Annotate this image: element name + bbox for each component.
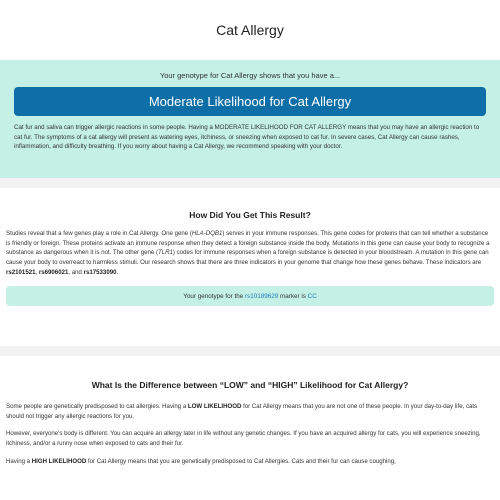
genotype-value: CC [307,292,317,300]
page-title: Cat Allergy [0,0,500,60]
difference-paragraph-2: However, everyone's body is different. You can acquire an allergy later in life without any genetic changes. If you have an acquired allergy for cats, you will experience sneezing, itchiness, and/or a runny nose when exposed to cats and their fur. [6,430,481,447]
result-panel [0,60,500,178]
indicator-rs2101521: rs2101521 [6,268,36,276]
how-heading: How Did You Get This Result? [189,210,311,220]
difference-paragraph-3: Having a HIGH LIKELIHOOD for Cat Allergy means that you are genetically predisposed to Cat Allergies. Cats and their fur can cause coughing, [6,457,396,465]
difference-section [0,356,500,500]
indicator-rs17533090: rs17533090 [83,268,117,276]
result-label-banner: Moderate Likelihood for Cat Allergy [14,87,486,116]
difference-heading: What Is the Difference between “LOW” and “HIGH” Likelihood for Cat Allergy? [91,380,409,390]
gene-tlr1: TLR1 [158,249,173,257]
indicator-rs6906021: rs6906021 [38,268,69,276]
rs10189629-link[interactable]: rs10189629 [244,292,279,300]
result-description: Cat fur and saliva can trigger allergic reactions in some people. Having a MODERATE LIKELIHOOD FOR CAT ALLERGY means that you may have an allergic reaction to cat fur. The symptoms of a cat allergy will present as watering eyes, itchiness, or sneezing when exposed to cat fur. In severe cases, Cat Allergy can cause rashes, inflammation, and difficulty breathing. If you worry about having a Cat Allergy, we recommend speaking with your doctor. [14,124,480,151]
result-lead-text: Your genotype for Cat Allergy shows that you have a... [159,71,341,80]
difference-paragraph-1: Some people are genetically predisposed to cat allergies. Having a LOW LIKELIHOOD for Cat Allergy means that you are not one of these people. In your day-to-day life, cats should not trigger any allergic reactions for you. [6,403,478,420]
how-section [0,188,500,346]
gene-hla-dqb1: HLA-DQB1 [191,230,223,237]
how-body-text: Studies reveal that a few genes play a role in Cat Allergy. One gene (HLA-DQB1) serves in your immune responses. This gene codes for proteins that can tell whether a substance is friendly or foreign. These proteins activate an immune response when they detect a foreign substance inside the body. Mutations in this gene can cause your body to recognize a substance as dangerous when it is not. The other gene (TLR1) codes for immune responses when a foreign substance is detected in your bloodstream. A mutation in this gene can cause your body to overreact to harmless stimuli. Our research shows that there are three indicators in your genome that change how these genes behave. These indicators are rs2101521, rs6906021, and rs17533090. [6,230,490,276]
genotype-box: Your genotype for the rs10189629 marker is CC [6,286,494,306]
